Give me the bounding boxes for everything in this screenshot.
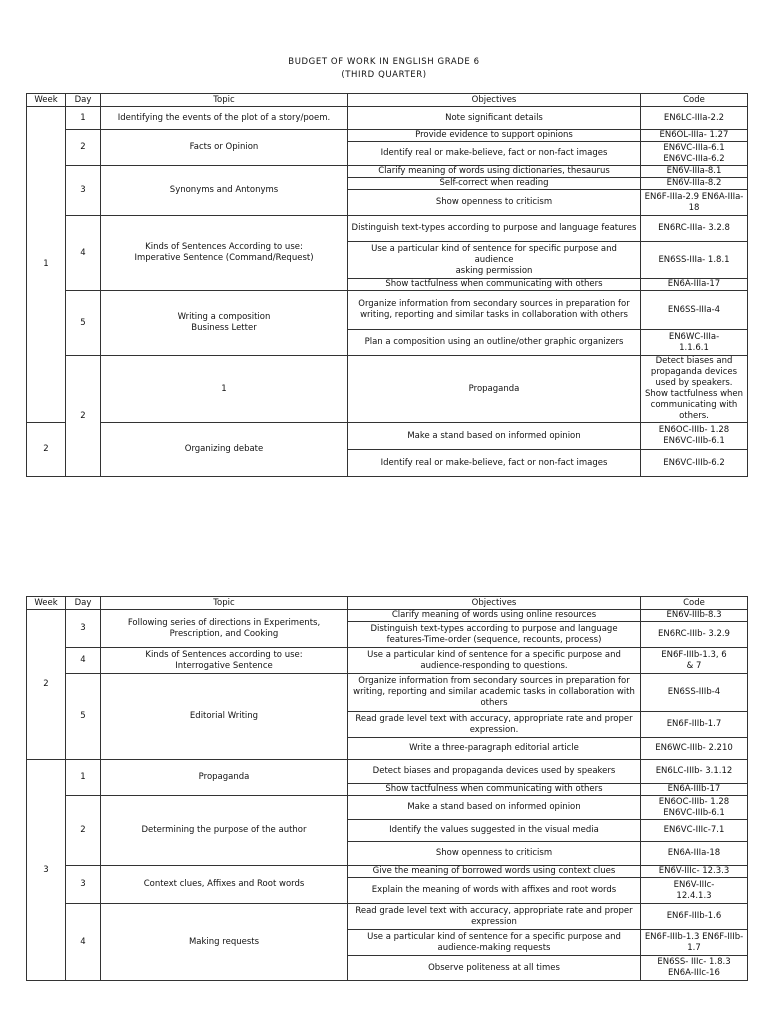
table-row (27, 610, 748, 622)
table-row (27, 356, 748, 423)
objective-cell: Give the meaning of borrowed words using context clues (348, 866, 641, 878)
budget-table-2 (26, 596, 748, 981)
day-cell: 4 (66, 648, 101, 674)
topic-cell: Following series of directions in Experiments, Prescription, and Cooking (101, 610, 348, 648)
code-cell: EN6LC-IIIa-2.2 (641, 107, 748, 130)
day-cell: 4 (66, 216, 101, 291)
objective-cell: Show openness to criticism (348, 842, 641, 866)
objective-cell: Distinguish text-types according to purpose and language features-Time-order (sequence, recounts, process) (348, 622, 641, 648)
code-cell: EN6WC-IIIa- 1.1.6.1 (641, 330, 748, 356)
objective-cell: Observe politeness at all times (348, 956, 641, 981)
day-cell: 5 (66, 291, 101, 356)
objective-cell: Use a particular kind of sentence for a specific purpose and audience-responding to questions. (348, 648, 641, 674)
objective-cell: Identify real or make-believe, fact or non-fact images (348, 450, 641, 477)
table-row (27, 423, 748, 450)
topic-cell: Synonyms and Antonyms (101, 166, 348, 216)
topic-cell: Propaganda (348, 356, 641, 423)
code-cell: EN6F-IIIb-1.3 EN6F-IIIb-1.7 (641, 930, 748, 956)
col-day: Day (66, 597, 101, 610)
objective-cell: Read grade level text with accuracy, appropriate rate and proper expression (348, 904, 641, 930)
day-cell: 1 (66, 760, 101, 796)
topic-cell: Writing a composition Business Letter (101, 291, 348, 356)
topic-cell: Making requests (101, 904, 348, 981)
code-cell: EN6VC-IIIa-6.1 EN6VC-IIIa-6.2 (641, 142, 748, 166)
day-cell: 5 (66, 674, 101, 760)
objective-cell: Explain the meaning of words with affixes and root words (348, 878, 641, 904)
table-row (27, 216, 748, 242)
code-cell: EN6F-IIIb-1.7 (641, 712, 748, 738)
col-week: Week (27, 94, 66, 107)
objective-cell: Use a particular kind of sentence for specific purpose and audience asking permission (348, 242, 641, 279)
code-cell: EN6A-IIIa-17 (641, 279, 748, 291)
week-cell: 2 (66, 356, 101, 477)
table-row (27, 130, 748, 142)
code-cell: EN6F-IIIa-2.9 EN6A-IIIa-18 (641, 190, 748, 216)
objective-cell: Distinguish text-types according to purpose and language features (348, 216, 641, 242)
day-cell: 3 (66, 610, 101, 648)
table-header-row (27, 597, 748, 610)
topic-cell: Propaganda (101, 760, 348, 796)
day-cell: 2 (27, 423, 66, 477)
code-cell: EN6RC-IIIb- 3.2.9 (641, 622, 748, 648)
code-cell: EN6VC-IIIb-6.2 (641, 450, 748, 477)
objective-cell: Make a stand based on informed opinion (348, 796, 641, 820)
week-cell: 2 (27, 610, 66, 760)
table-row (27, 166, 748, 178)
day-cell: 3 (66, 166, 101, 216)
code-cell: EN6V-IIIa-8.2 (641, 178, 748, 190)
topic-cell: Identifying the events of the plot of a story/poem. (101, 107, 348, 130)
table-row (27, 904, 748, 930)
col-code: Code (641, 597, 748, 610)
objective-cell: Organize information from secondary sources in preparation for writing, reporting and similar tasks in collaboration with others (348, 291, 641, 330)
objective-cell: Identify real or make-believe, fact or non-fact images (348, 142, 641, 166)
objective-cell: Show openness to criticism (348, 190, 641, 216)
code-cell: EN6F-IIIb-1.6 (641, 904, 748, 930)
objective-cell: Provide evidence to support opinions (348, 130, 641, 142)
table-row (27, 674, 748, 712)
objective-cell: Write a three-paragraph editorial article (348, 738, 641, 760)
code-cell: EN6WC-IIIb- 2.210 (641, 738, 748, 760)
table-row (27, 107, 748, 130)
code-cell: EN6SS-IIIa-4 (641, 291, 748, 330)
col-topic: Topic (101, 597, 348, 610)
document-subtitle: (THIRD QUARTER) (341, 70, 427, 80)
budget-table-1 (26, 93, 748, 477)
objective-cell: Show tactfulness when communicating with others (348, 784, 641, 796)
code-cell: EN6V-IIIa-8.1 (641, 166, 748, 178)
col-objectives: Objectives (348, 597, 641, 610)
code-cell: EN6RC-IIIa- 3.2.8 (641, 216, 748, 242)
code-cell: EN6OC-IIIb- 1.28 EN6VC-IIIb-6.1 (641, 423, 748, 450)
objective-cell: Self-correct when reading (348, 178, 641, 190)
objective-cell: Detect biases and propaganda devices used by speakers (348, 760, 641, 784)
col-code: Code (641, 94, 748, 107)
topic-cell: Facts or Opinion (101, 130, 348, 166)
week-cell: 3 (27, 760, 66, 981)
code-cell: EN6A-IIIb-17 (641, 784, 748, 796)
week-cell: 1 (27, 107, 66, 423)
topic-cell: Editorial Writing (101, 674, 348, 760)
day-cell: 2 (66, 796, 101, 866)
table-row (27, 866, 748, 878)
code-cell: EN6F-IIIb-1.3, 6 & 7 (641, 648, 748, 674)
table-row (27, 796, 748, 820)
objective-cell: Identify the values suggested in the visual media (348, 820, 641, 842)
day-cell: 3 (66, 866, 101, 904)
objective-cell: Show tactfulness when communicating with others (348, 279, 641, 291)
code-cell: EN6V-IIIb-8.3 (641, 610, 748, 622)
objective-cell: Plan a composition using an outline/other graphic organizers (348, 330, 641, 356)
code-cell: EN6A-IIIa-18 (641, 842, 748, 866)
day-cell: 1 (66, 107, 101, 130)
day-cell: 2 (66, 130, 101, 166)
code-cell: EN6V-IIIc- 12.4.1.3 (641, 878, 748, 904)
objective-cell: Read grade level text with accuracy, appropriate rate and proper expression. (348, 712, 641, 738)
objective-cell: Organize information from secondary sources in preparation for writing, reporting and similar academic tasks in collaboration with others (348, 674, 641, 712)
table-header-row (27, 94, 748, 107)
code-cell: EN6V-IIIc- 12.3.3 (641, 866, 748, 878)
day-cell: 1 (101, 356, 348, 423)
topic-cell: Context clues, Affixes and Root words (101, 866, 348, 904)
topic-cell: Kinds of Sentences According to use: Imperative Sentence (Command/Request) (101, 216, 348, 291)
table-row (27, 760, 748, 784)
objective-cell: Detect biases and propaganda devices used by speakers. Show tactfulness when communicating with others. (641, 356, 748, 423)
objective-cell: Clarify meaning of words using online resources (348, 610, 641, 622)
code-cell: EN6LC-IIIb- 3.1.12 (641, 760, 748, 784)
table-row (27, 291, 748, 330)
topic-cell: Kinds of Sentences according to use: Interrogative Sentence (101, 648, 348, 674)
day-cell: 4 (66, 904, 101, 981)
col-day: Day (66, 94, 101, 107)
objective-cell: Use a particular kind of sentence for a specific purpose and audience-making requests (348, 930, 641, 956)
document-title: BUDGET OF WORK IN ENGLISH GRADE 6 (288, 57, 480, 67)
code-cell: EN6SS-IIIa- 1.8.1 (641, 242, 748, 279)
col-week: Week (27, 597, 66, 610)
col-objectives: Objectives (348, 94, 641, 107)
code-cell: EN6SS-IIIb-4 (641, 674, 748, 712)
code-cell: EN6VC-IIIc-7.1 (641, 820, 748, 842)
objective-cell: Clarify meaning of words using dictionaries, thesaurus (348, 166, 641, 178)
code-cell: EN6OC-IIIb- 1.28 EN6VC-IIIb-6.1 (641, 796, 748, 820)
code-cell: EN6OL-IIIa- 1.27 (641, 130, 748, 142)
objective-cell: Make a stand based on informed opinion (348, 423, 641, 450)
code-cell: EN6SS- IIIc- 1.8.3 EN6A-IIIc-16 (641, 956, 748, 981)
topic-cell: Organizing debate (101, 423, 348, 477)
topic-cell: Determining the purpose of the author (101, 796, 348, 866)
table-row (27, 648, 748, 674)
col-topic: Topic (101, 94, 348, 107)
objective-cell: Note significant details (348, 107, 641, 130)
